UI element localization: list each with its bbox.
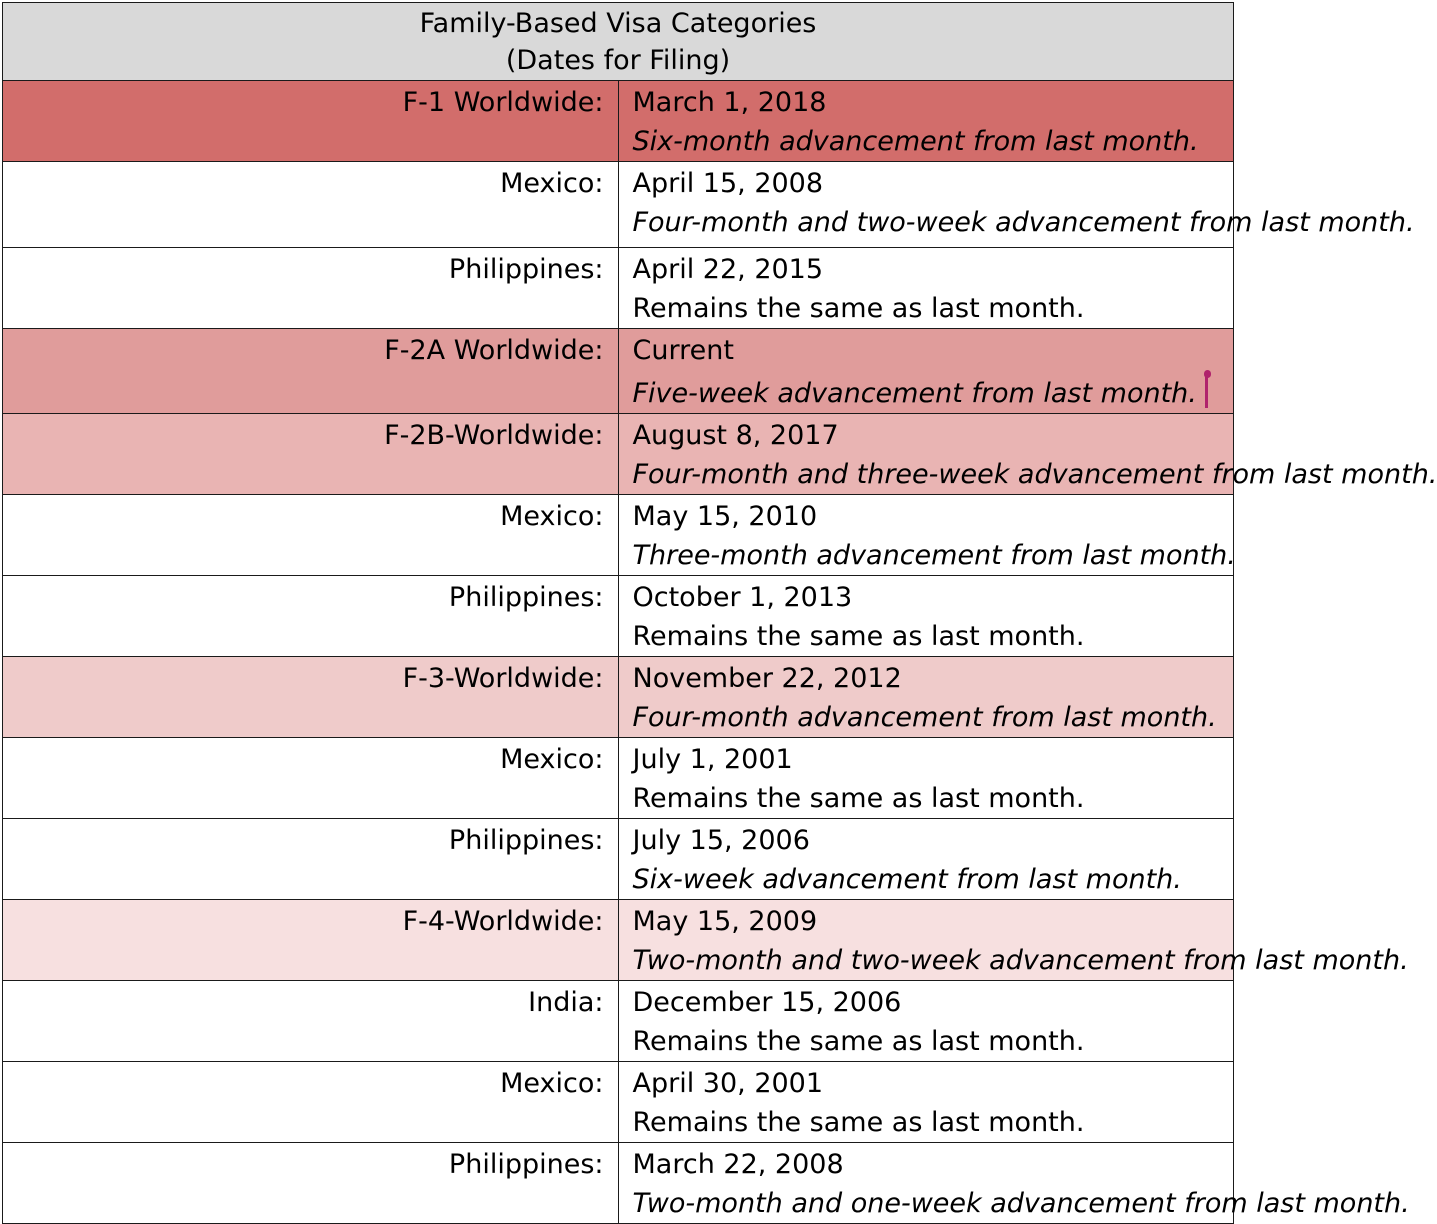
advancement-note-text: Remains the same as last month. <box>633 293 1085 324</box>
category-label: F-2A Worldwide: <box>3 329 619 414</box>
advancement-note <box>633 455 1234 494</box>
advancement-note-text: Remains the same as last month. <box>633 1026 1085 1057</box>
advancement-note <box>633 536 1234 575</box>
filing-date: August 8, 2017 <box>633 416 1234 455</box>
category-value <box>618 1062 1234 1143</box>
filing-date: April 22, 2015 <box>633 250 1234 289</box>
category-value <box>618 900 1234 981</box>
category-value <box>618 1143 1234 1224</box>
filing-date: November 22, 2012 <box>633 659 1234 698</box>
table-row <box>3 819 1234 900</box>
advancement-note-text: Four-month and three-week advancement from last month. <box>633 459 1437 490</box>
table-row <box>3 1143 1234 1224</box>
visa-bulletin-table <box>2 2 1234 1224</box>
table-row <box>3 414 1234 495</box>
category-label: Philippines: <box>3 819 619 900</box>
category-value <box>618 248 1234 329</box>
advancement-note-text: Two-month and one-week advancement from last month. <box>633 1188 1410 1219</box>
advancement-note-text: Six-month advancement from last month. <box>633 126 1199 157</box>
text-cursor-icon <box>1203 370 1211 408</box>
advancement-note <box>633 289 1234 328</box>
table-row <box>3 248 1234 329</box>
category-value <box>618 981 1234 1062</box>
cursor-dot <box>1204 370 1211 378</box>
category-value <box>618 819 1234 900</box>
category-label: Mexico: <box>3 495 619 576</box>
advancement-note-text: Six-week advancement from last month. <box>633 864 1182 895</box>
category-value <box>618 576 1234 657</box>
category-value <box>618 738 1234 819</box>
filing-date: April 15, 2008 <box>633 164 1234 203</box>
category-label: Philippines: <box>3 576 619 657</box>
advancement-note <box>633 860 1234 899</box>
filing-date: May 15, 2009 <box>633 902 1234 941</box>
table-row <box>3 1062 1234 1143</box>
category-value <box>618 495 1234 576</box>
filing-date: April 30, 2001 <box>633 1064 1234 1103</box>
category-label: India: <box>3 981 619 1062</box>
table-title <box>3 3 1234 81</box>
advancement-note <box>633 779 1234 818</box>
advancement-note <box>633 370 1234 413</box>
category-label: F-4-Worldwide: <box>3 900 619 981</box>
category-label: F-2B-Worldwide: <box>3 414 619 495</box>
filing-date: Current <box>633 331 1234 370</box>
filing-date: December 15, 2006 <box>633 983 1234 1022</box>
advancement-note-text: Remains the same as last month. <box>633 1107 1085 1138</box>
advancement-note <box>633 122 1234 161</box>
category-value <box>618 329 1234 414</box>
advancement-note-text: Three-month advancement from last month. <box>633 540 1236 571</box>
filing-date: March 1, 2018 <box>633 83 1234 122</box>
advancement-note <box>633 698 1234 737</box>
advancement-note-text: Remains the same as last month. <box>633 621 1085 652</box>
category-value <box>618 81 1234 162</box>
filing-date: July 1, 2001 <box>633 740 1234 779</box>
category-label: Mexico: <box>3 1062 619 1143</box>
table-row <box>3 981 1234 1062</box>
table-row <box>3 576 1234 657</box>
advancement-note-text: Two-month and two-week advancement from last month. <box>633 945 1409 976</box>
table-title-line1: Family-Based Visa Categories <box>3 5 1233 42</box>
advancement-note-text: Five-week advancement from last month. <box>633 378 1197 409</box>
advancement-note-text: Four-month advancement from last month. <box>633 702 1217 733</box>
table-title-line2: (Dates for Filing) <box>3 42 1233 79</box>
table-row <box>3 495 1234 576</box>
table-row <box>3 81 1234 162</box>
filing-date: October 1, 2013 <box>633 578 1234 617</box>
advancement-note-text: Remains the same as last month. <box>633 783 1085 814</box>
category-label: F-3-Worldwide: <box>3 657 619 738</box>
category-label: Mexico: <box>3 738 619 819</box>
table-row <box>3 900 1234 981</box>
table-row <box>3 162 1234 248</box>
category-value <box>618 162 1234 248</box>
table-row <box>3 657 1234 738</box>
filing-date: March 22, 2008 <box>633 1145 1234 1184</box>
advancement-note <box>633 203 1234 242</box>
category-label: Philippines: <box>3 248 619 329</box>
table-body <box>3 81 1234 1224</box>
category-label: Philippines: <box>3 1143 619 1224</box>
advancement-note <box>633 1022 1234 1061</box>
category-label: F-1 Worldwide: <box>3 81 619 162</box>
category-value <box>618 657 1234 738</box>
advancement-note <box>633 617 1234 656</box>
category-value <box>618 414 1234 495</box>
advancement-note <box>633 1103 1234 1142</box>
filing-date: May 15, 2010 <box>633 497 1234 536</box>
advancement-note-text: Four-month and two-week advancement from last month. <box>633 207 1415 238</box>
table-row <box>3 329 1234 414</box>
advancement-note <box>633 1184 1234 1223</box>
category-label: Mexico: <box>3 162 619 248</box>
advancement-note <box>633 941 1234 980</box>
filing-date: July 15, 2006 <box>633 821 1234 860</box>
table-row <box>3 738 1234 819</box>
